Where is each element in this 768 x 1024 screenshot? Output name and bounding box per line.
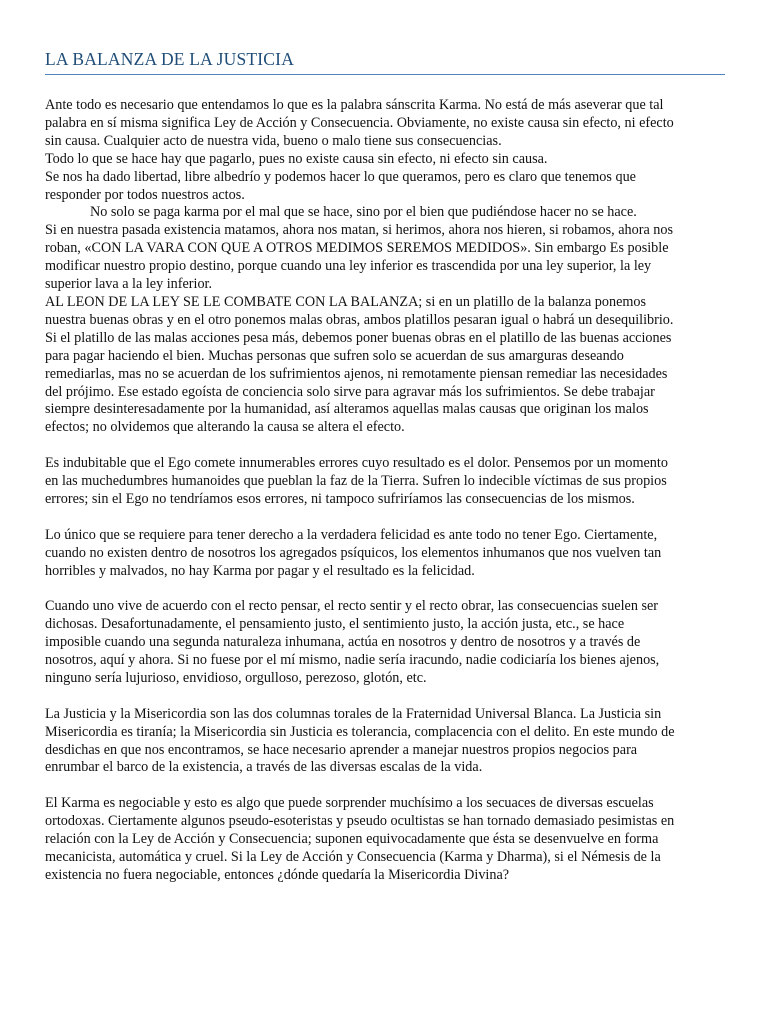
paragraph-gap	[45, 580, 729, 598]
text-line: relación con la Ley de Acción y Consecuencia; suponen equivocadamente que ésta se desenvuelve en forma	[45, 831, 659, 848]
paragraph-gap	[45, 688, 729, 706]
text-line: Es indubitable que el Ego comete innumerables errores cuyo resultado es el dolor. Pensemos por un momento	[45, 455, 668, 472]
paragraph-gap	[45, 509, 729, 527]
text-line: nosotros, aquí y ahora. Si no fuese por el mí mismo, nadie sería iracundo, nadie codiciaría los bienes ajenos,	[45, 652, 660, 669]
text-line: desdichas en que nos encontramos, se hace necesario aprender a manejar nuestros propios negocios para	[45, 741, 638, 758]
text-line: Si el platillo de las malas acciones pesa más, debemos poner buenas obras en el platillo de las buenas acciones	[45, 329, 672, 346]
text-line: mecanicista, automática y cruel. Si la Ley de Acción y Consecuencia (Karma y Dharma), si el Némesis de la	[45, 848, 661, 865]
text-line: El Karma es negociable y esto es algo que puede sorprender muchísimo a los secuaces de diversas escuelas	[45, 795, 654, 812]
text-line: en las muchedumbres humanoides que pueblan la faz de la Tierra. Sufren lo indecible víctimas de sus propios	[45, 473, 667, 490]
text-line: modificar nuestro propio destino, porque cuando una ley inferior es trascendida por una ley superior, la ley	[45, 258, 652, 275]
text-line: del prójimo. Ese estado egoísta de conciencia solo sirve para agravar más los sufrimientos. Se debe trabajar	[45, 383, 655, 400]
text-line: horribles y malvados, no hay Karma por pagar y el resultado es la felicidad.	[45, 562, 475, 579]
text-line: responder por todos nuestros actos.	[45, 186, 245, 203]
paragraph	[45, 222, 729, 437]
text-line: enrumbar el barco de la existencia, a través de las diversas escalas de la vida.	[45, 759, 483, 776]
text-line: existencia no fuera negociable, entonces ¿dónde quedaría la Misericordia Divina?	[45, 866, 510, 883]
paragraph	[45, 97, 729, 204]
paragraph	[45, 204, 729, 222]
paragraph	[45, 598, 729, 688]
text-line: siempre desinteresadamente por la humanidad, así alteramos aquellas malas causas que originan los malos	[45, 401, 649, 418]
text-line: para pagar haciendo el bien. Muchas personas que sufren solo se acuerdan de sus amarguras deseando	[45, 347, 624, 364]
text-line: AL LEON DE LA LEY SE LE COMBATE CON LA BALANZA; si en un platillo de la balanza ponemos	[45, 293, 647, 310]
paragraph	[45, 455, 729, 509]
text-line: superior lava a la ley inferior.	[45, 276, 213, 293]
text-line: ninguno sería lujurioso, envidioso, orgulloso, perezoso, glotón, etc.	[45, 669, 427, 686]
document-body	[45, 97, 729, 885]
text-line: sin causa. Cualquier acto de nuestra vida, bueno o malo tiene sus consecuencias.	[45, 132, 502, 149]
title-underline	[45, 74, 725, 75]
text-line: nuestra buenas obras y en el otro ponemos malas obras, ambos platillos pesaran igual o habrá un desequilibrio.	[45, 311, 674, 328]
text-line: Lo único que se requiere para tener derecho a la verdadera felicidad es ante todo no tener Ego. Ciertamente,	[45, 526, 658, 543]
text-line: roban, «CON LA VARA CON QUE A OTROS MEDIMOS SEREMOS MEDIDOS». Sin embargo Es posible	[45, 240, 669, 257]
text-line: No solo se paga karma por el mal que se hace, sino por el bien que pudiéndose hacer no se hace.	[90, 204, 637, 221]
text-line: dichosas. Desafortunadamente, el pensamiento justo, el sentimiento justo, la acción justa, etc., se hace	[45, 616, 625, 633]
text-line: Cuando uno vive de acuerdo con el recto pensar, el recto sentir y el recto obrar, las consecuencias suelen ser	[45, 598, 659, 615]
text-line: cuando no existen dentro de nosotros los agregados psíquicos, los elementos inhumanos que nos vuelven tan	[45, 544, 662, 561]
paragraph-gap	[45, 437, 729, 455]
page-title: LA BALANZA DE LA JUSTICIA	[45, 49, 295, 69]
text-line: errores; sin el Ego no tendríamos esos errores, ni tampoco sufriríamos las consecuencias de los mismos.	[45, 490, 635, 507]
text-line: Si en nuestra pasada existencia matamos, ahora nos matan, si herimos, ahora nos hieren, si robamos, ahora nos	[45, 222, 674, 239]
text-line: imposible cuando una segunda naturaleza inhumana, actúa en nosotros y dentro de nosotros y a través de	[45, 634, 641, 651]
text-line: palabra en sí misma significa Ley de Acción y Consecuencia. Obviamente, no existe causa sin efecto, ni efecto	[45, 114, 674, 131]
text-line: Todo lo que se hace hay que pagarlo, pues no existe causa sin efecto, ni efecto sin causa.	[45, 150, 548, 167]
paragraph	[45, 527, 729, 581]
paragraph	[45, 706, 729, 778]
paragraph-gap	[45, 777, 729, 795]
text-line: efectos; no olvidemos que alterando la causa se altera el efecto.	[45, 419, 405, 436]
text-line: Misericordia es tiranía; la Misericordia sin Justicia es tolerancia, complacencia con el delito. En este mundo de	[45, 723, 675, 740]
text-line: ortodoxas. Ciertamente algunos pseudo-esoteristas y pseudo ocultistas se han tornado demasiado pesimistas en	[45, 813, 675, 830]
text-line: La Justicia y la Misericordia son las dos columnas torales de la Fraternidad Universal Blanca. La Justicia sin	[45, 705, 662, 722]
text-line: remediarlas, mas no se acuerdan de los sufrimientos ajenos, ni remotamente piensan remediar las necesidades	[45, 365, 668, 382]
text-line: Se nos ha dado libertad, libre albedrío y podemos hacer lo que queramos, pero es claro que tenemos que	[45, 168, 636, 185]
text-line: Ante todo es necesario que entendamos lo que es la palabra sánscrita Karma. No está de más aseverar que tal	[45, 97, 664, 113]
paragraph	[45, 795, 729, 885]
